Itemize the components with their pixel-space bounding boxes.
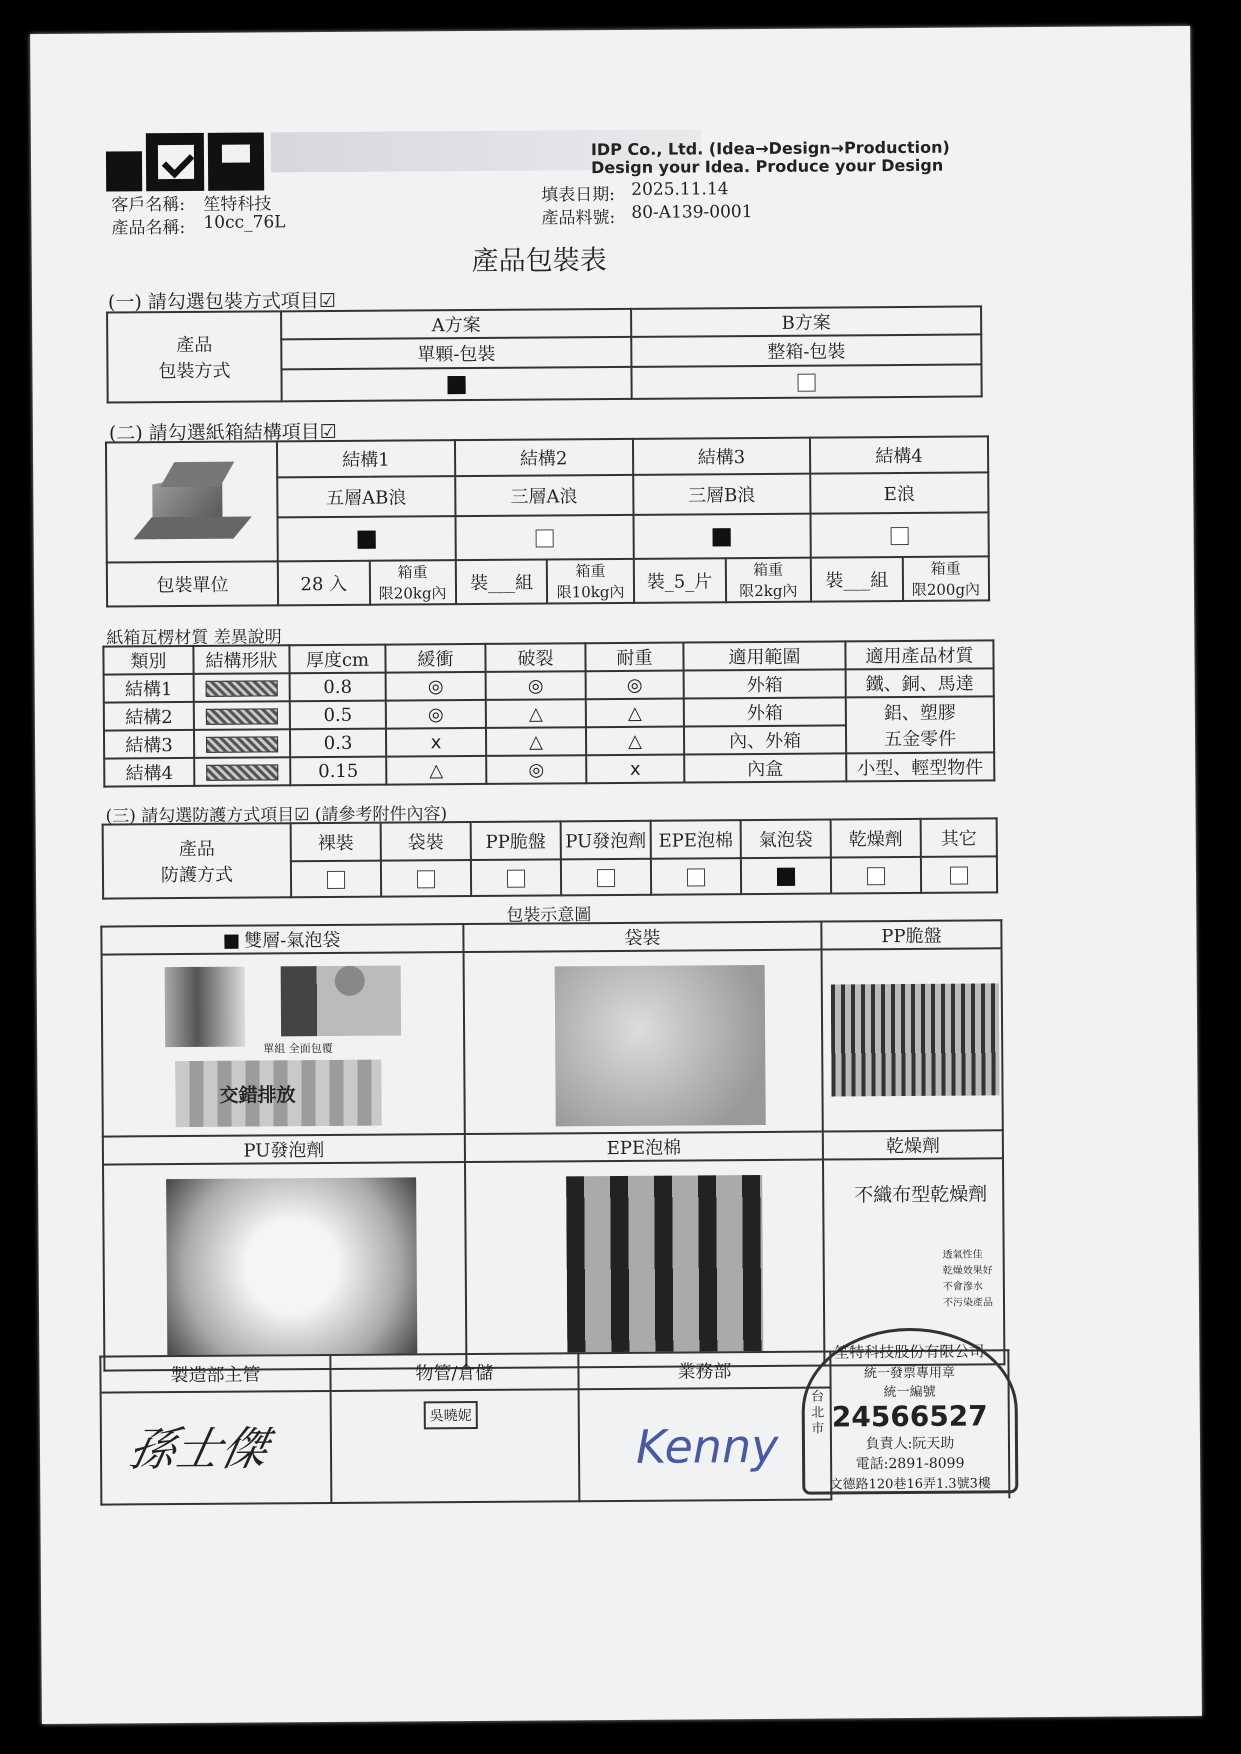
protection-option-label: 氣泡袋 xyxy=(741,820,831,859)
corrugation-sample xyxy=(206,736,278,753)
stamp-owner: 負責人:阮天助 xyxy=(865,1435,955,1453)
row-burst: △ xyxy=(486,727,586,756)
row-range: 內、外箱 xyxy=(684,725,846,754)
carton-structure-table xyxy=(105,435,990,607)
row-type: 結構1 xyxy=(104,674,194,703)
corrugation-sample xyxy=(206,764,278,781)
stamp-line2: 統一編號 xyxy=(883,1384,936,1401)
stamp-company: 笙特科技股份有限公司 xyxy=(834,1342,985,1362)
corrugation-sample xyxy=(206,708,278,725)
part-label: 產品料號: xyxy=(541,207,616,229)
row-type: 結構4 xyxy=(104,758,194,787)
product-label: 產品名稱: xyxy=(111,217,186,239)
structure1-weight: 箱重 限20kg內 xyxy=(369,560,455,605)
row-range: 內盒 xyxy=(684,753,846,782)
plan-b-checkbox[interactable] xyxy=(798,373,816,391)
row-range: 外箱 xyxy=(684,697,846,726)
stamp-address: 文德路120巷16弄1.3號3樓 xyxy=(829,1476,991,1493)
material-heading: 紙箱瓦楞材質 差異說明 xyxy=(106,627,282,649)
row-material: 鋁、塑膠 五金零件 xyxy=(846,696,994,753)
structure4-weight: 箱重 限200g內 xyxy=(903,556,990,601)
row-cushion: ◎ xyxy=(386,700,486,729)
row-type: 結構3 xyxy=(104,730,194,759)
bubble-note: 單組 全面包覆 xyxy=(263,1041,333,1056)
structure2-checkbox[interactable] xyxy=(535,529,553,547)
pp-tray-image xyxy=(822,948,1003,1131)
structure1-checkbox[interactable] xyxy=(357,530,375,548)
manager-header: 製造部主管 xyxy=(100,1355,330,1393)
protection-option-label: 其它 xyxy=(921,818,997,857)
row-cushion: ◎ xyxy=(386,672,486,701)
row-thickness: 0.8 xyxy=(290,673,386,702)
protection-option-label: PP脆盤 xyxy=(471,821,561,860)
row-load: △ xyxy=(586,699,684,728)
material-header: 破裂 xyxy=(485,643,585,672)
desiccant-title: 不織布型乾燥劑 xyxy=(854,1183,988,1207)
unit-label: 包裝單位 xyxy=(107,561,278,606)
row-cushion: △ xyxy=(386,756,486,785)
plan-b-header: B方案 xyxy=(631,306,981,336)
pu-foam-image xyxy=(103,1162,466,1371)
plan-a-header: A方案 xyxy=(281,309,631,339)
row-material: 鐵、銅、馬達 xyxy=(846,668,994,697)
bubble-bag-header: 雙層-氣泡袋 xyxy=(101,924,463,955)
protection-option-label: EPE泡棉 xyxy=(651,820,741,859)
bag-checkbox[interactable] xyxy=(417,870,435,888)
material-header: 緩衝 xyxy=(385,644,485,673)
structure1-name: 結構1 xyxy=(277,440,455,477)
structure3-weight: 箱重 限2kg內 xyxy=(725,558,811,603)
page-title: 產品包裝表 xyxy=(471,245,607,277)
desiccant-header: 乾燥劑 xyxy=(823,1130,1003,1159)
bubble-bag-marker xyxy=(224,935,238,949)
diagram-heading: 包裝示意圖 xyxy=(506,905,592,926)
idp-logo xyxy=(106,132,266,191)
stamp-tax-id: 24566527 xyxy=(831,1399,988,1434)
bubble-caption: 交錯排放 xyxy=(219,1084,296,1107)
row-load: △ xyxy=(586,727,684,756)
material-header: 適用產品材質 xyxy=(845,640,993,669)
plan-a-method: 單顆-包裝 xyxy=(281,337,631,369)
row-load: x xyxy=(586,755,684,784)
protection-option-label: 裸裝 xyxy=(291,823,381,862)
date-value: 2025.11.14 xyxy=(631,179,729,200)
plan-a-checkbox[interactable] xyxy=(448,376,466,394)
product-value: 10cc_76L xyxy=(203,212,286,233)
plan-b-method: 整箱-包裝 xyxy=(631,334,981,366)
structure4-checkbox[interactable] xyxy=(891,526,909,544)
epe-foam-header: EPE泡棉 xyxy=(465,1132,823,1162)
row-range: 外箱 xyxy=(684,669,846,698)
material-header: 厚度cm xyxy=(289,645,385,674)
structure4-type: E浪 xyxy=(810,472,988,513)
desiccant-point: 不污染產品 xyxy=(942,1297,994,1309)
document-page xyxy=(30,26,1202,1724)
epe-foam-image xyxy=(465,1160,824,1368)
carton-box-icon xyxy=(137,457,248,548)
row-cushion: x xyxy=(386,728,486,757)
packaging-method-table xyxy=(106,305,983,403)
bubble-bag-checkbox[interactable] xyxy=(777,867,795,885)
pu-foam-checkbox[interactable] xyxy=(597,869,615,887)
row-burst: ◎ xyxy=(486,755,586,784)
material-header: 耐重 xyxy=(585,643,683,672)
desiccant-checkbox[interactable] xyxy=(867,867,885,885)
structure3-qty: 裝_5_片 xyxy=(633,558,725,603)
manager-signature: 孫士傑 xyxy=(123,1421,273,1477)
section1-heading: (一) 請勾選包裝方式項目☑ xyxy=(107,289,336,314)
structure4-name: 結構4 xyxy=(810,436,988,473)
section3-heading: (三) 請勾選防護方式項目☑ (請參考附件內容) xyxy=(105,804,448,827)
company-slogan: Design your Idea. Produce your Design xyxy=(590,155,944,178)
bag-header: 袋裝 xyxy=(463,922,821,952)
stamp-city: 台北市 xyxy=(811,1389,825,1437)
date-label: 填表日期: xyxy=(541,184,616,206)
protection-row-label: 產品 防護方式 xyxy=(103,823,292,898)
stamp-line1: 統一發票專用章 xyxy=(863,1365,956,1382)
warehouse-seal: 吳曉妮 xyxy=(424,1401,478,1429)
desiccant-point: 不會滲水 xyxy=(942,1281,983,1293)
epe-foam-checkbox[interactable] xyxy=(687,868,705,886)
structure1-type: 五層AB浪 xyxy=(277,476,455,517)
row-burst: ◎ xyxy=(486,671,586,700)
row-burst: △ xyxy=(486,699,586,728)
protection-option-label: PU發泡劑 xyxy=(561,821,651,860)
structure2-type: 三層A浪 xyxy=(455,475,633,516)
bag-image xyxy=(464,950,823,1134)
method-row-label: 產品 包裝方式 xyxy=(107,311,282,402)
structure3-type: 三層B浪 xyxy=(633,474,811,515)
protection-option-label: 袋裝 xyxy=(381,822,471,861)
warehouse-seal-cell xyxy=(331,1389,580,1503)
desiccant-point: 乾燥效果好 xyxy=(942,1265,993,1277)
structure2-qty: 裝___組 xyxy=(455,559,547,604)
pp-tray-header: PP脆盤 xyxy=(821,920,1001,949)
protection-table xyxy=(102,817,999,899)
structure2-weight: 箱重 限10kg內 xyxy=(547,559,633,604)
material-header: 適用範圍 xyxy=(683,641,845,670)
part-value: 80-A139-0001 xyxy=(631,202,753,223)
row-thickness: 0.15 xyxy=(290,757,386,786)
structure3-name: 結構3 xyxy=(633,438,811,475)
company-name: IDP Co., Ltd. (Idea→Design→Production) xyxy=(590,137,950,160)
structure4-qty: 裝___組 xyxy=(811,557,903,602)
material-table xyxy=(102,639,995,787)
sales-header: 業務部 xyxy=(578,1352,830,1390)
material-header: 結構形狀 xyxy=(193,645,289,674)
sales-signature: Kenny xyxy=(635,1418,779,1474)
carton-image-cell xyxy=(106,441,278,562)
row-material: 小型、輕型物件 xyxy=(846,752,994,781)
protection-option-label: 乾燥劑 xyxy=(831,819,921,858)
pu-foam-header: PU發泡劑 xyxy=(103,1134,465,1165)
section2-heading: (二) 請勾選紙箱結構項目☑ xyxy=(108,420,337,445)
row-load: ◎ xyxy=(586,671,684,700)
bubble-bag-image xyxy=(102,952,465,1137)
row-thickness: 0.5 xyxy=(290,701,386,730)
diagram-table xyxy=(100,919,1005,1371)
customer-value: 笙特科技 xyxy=(203,194,272,215)
material-header: 類別 xyxy=(103,646,193,675)
structure1-qty: 28 入 xyxy=(278,561,370,606)
sales-signature-cell xyxy=(579,1388,832,1502)
customer-label: 客戶名稱: xyxy=(111,194,186,216)
desiccant-point: 透氣性佳 xyxy=(942,1249,983,1261)
row-thickness: 0.3 xyxy=(290,729,386,758)
corrugation-sample xyxy=(206,680,278,697)
row-type: 結構2 xyxy=(104,702,194,731)
structure2-name: 結構2 xyxy=(455,439,633,476)
structure3-checkbox[interactable] xyxy=(713,528,731,546)
stamp-phone: 電話:2891-8099 xyxy=(855,1455,965,1473)
company-stamp xyxy=(801,1327,1018,1495)
pp-tray-checkbox[interactable] xyxy=(507,869,525,887)
naked-checkbox[interactable] xyxy=(327,870,345,888)
manager-signature-cell xyxy=(101,1391,332,1505)
other-checkbox[interactable] xyxy=(950,866,968,884)
warehouse-header: 物管/倉儲 xyxy=(330,1353,578,1391)
